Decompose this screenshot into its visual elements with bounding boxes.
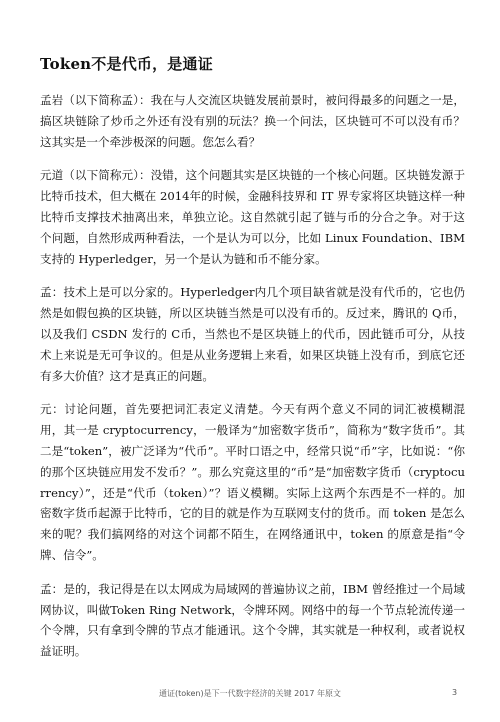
page-number: 3 bbox=[452, 688, 458, 697]
paragraph: 元道（以下简称元）：没错，这个问题其实是区块链的一个核心问题。区块链发源于比特币技术，但大概在 2014年的时候，金融科技界和 IT 界专家将区块链这样一种比特币支撑技术抽离出来，单独立论。这自然就引起了链与币的分合之争。对于这个问题，自然形成两种看法，一个是认为可以分，比如 Linux Foundation、IBM 支持的 Hyperledger，另一个是认为链和币不能分家。 bbox=[40, 168, 465, 266]
document-body bbox=[40, 90, 465, 675]
document-title: Token不是代币，是通证 bbox=[40, 55, 213, 73]
footer-text: 通证(token)是下一代数字经济的关键 2017 年原文 bbox=[158, 689, 342, 698]
paragraph: 孟岩（以下简称孟）：我在与人交流区块链发展前景时，被问得最多的问题之一是，搞区块链除了炒币之外还有没有别的玩法？换一个问法，区块链可不可以没有币？这其实是一个牵涉极深的问题。您怎么看？ bbox=[40, 93, 465, 149]
paragraph: 孟：是的，我记得是在以太网成为局域网的普遍协议之前，IBM 曾经推过一个局域网协议，叫做Token Ring Network，令牌环网。网络中的每一个节点轮流传递一个令牌，只有拿到令牌的节点才能通讯。这个令牌，其实就是一种权利，或者说权益证明。 bbox=[40, 581, 465, 659]
paragraph: 孟：技术上是可以分家的。Hyperledger内几个项目缺省就是没有代币的，它也仍然是如假包换的区块链，所以区块链当然是可以没有币的。反过来，腾讯的 Q币，以及我们 CSDN 发行的 C币，当然也不是区块链上的代币，因此链币可分，从技术上来说是无可争议的。但是从业务逻辑上来看，如果区块链上没有币，到底它还有多大价值？这才是真正的问题。 bbox=[40, 285, 465, 383]
paragraph: 元：讨论问题，首先要把词汇表定义清楚。今天有两个意义不同的词汇被模糊混用，其一是 cryptocurrency，一般译为“加密数字货币”，简称为“数字货币”。其二是“token”，被广泛译为“代币”。平时口语之中，经常只说“币”字，比如说：“你的那个区块链应用发不发币？”。那么究竟这里的“币”是“加密数字货币（cryptocurrency）”，还是“代币（token）”？语义模糊。实际上这两个东西是不一样的。加密数字货币起源于比特币，它的目的就是作为互联网支付的货币。而 token 是怎么来的呢？我们搞网络的对这个词都不陌生，在网络通讯中，token 的原意是指“令牌、信令”。 bbox=[40, 402, 465, 562]
